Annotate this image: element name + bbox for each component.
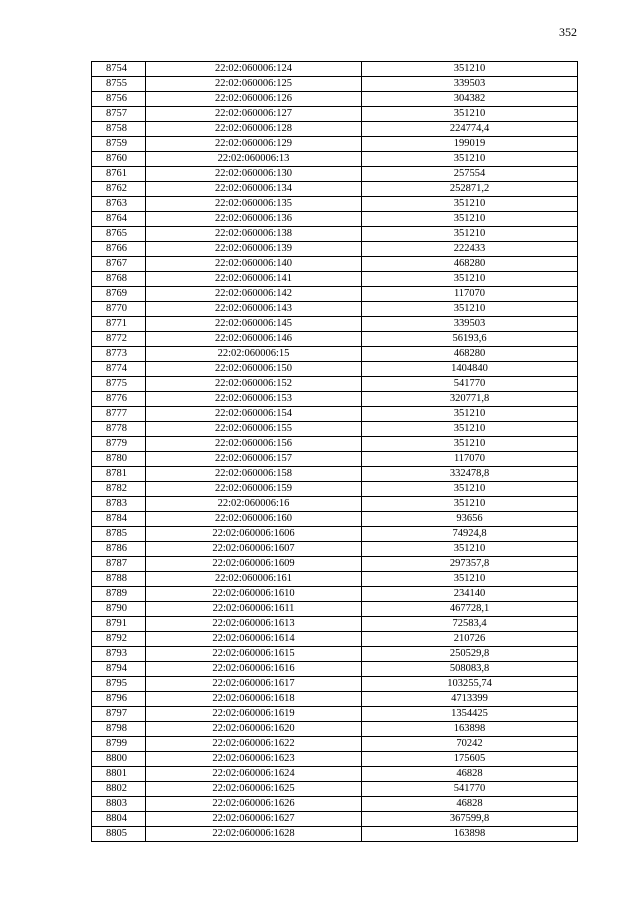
cadastral-number-cell: 22:02:060006:1614 — [146, 632, 362, 647]
cadastral-number-cell: 22:02:060006:140 — [146, 257, 362, 272]
row-number-cell: 8802 — [92, 782, 146, 797]
value-cell: 4713399 — [362, 692, 578, 707]
row-number-cell: 8805 — [92, 827, 146, 842]
cadastral-number-cell: 22:02:060006:1606 — [146, 527, 362, 542]
cadastral-number-cell: 22:02:060006:127 — [146, 107, 362, 122]
table-row — [92, 512, 578, 527]
value-cell: 351210 — [362, 572, 578, 587]
row-number-cell: 8799 — [92, 737, 146, 752]
value-cell: 257554 — [362, 167, 578, 182]
cadastral-number-cell: 22:02:060006:135 — [146, 197, 362, 212]
row-number-cell: 8792 — [92, 632, 146, 647]
cadastral-number-cell: 22:02:060006:1617 — [146, 677, 362, 692]
table-row — [92, 227, 578, 242]
cadastral-number-cell: 22:02:060006:1613 — [146, 617, 362, 632]
row-number-cell: 8768 — [92, 272, 146, 287]
row-number-cell: 8775 — [92, 377, 146, 392]
row-number-cell: 8782 — [92, 482, 146, 497]
value-cell: 339503 — [362, 77, 578, 92]
table-row — [92, 62, 578, 77]
table-row — [92, 572, 578, 587]
value-cell: 339503 — [362, 317, 578, 332]
row-number-cell: 8765 — [92, 227, 146, 242]
cadastral-number-cell: 22:02:060006:1615 — [146, 647, 362, 662]
cadastral-number-cell: 22:02:060006:15 — [146, 347, 362, 362]
row-number-cell: 8781 — [92, 467, 146, 482]
value-cell: 541770 — [362, 782, 578, 797]
value-cell: 351210 — [362, 212, 578, 227]
cadastral-number-cell: 22:02:060006:156 — [146, 437, 362, 452]
table-row — [92, 182, 578, 197]
row-number-cell: 8772 — [92, 332, 146, 347]
cadastral-number-cell: 22:02:060006:139 — [146, 242, 362, 257]
cadastral-number-cell: 22:02:060006:143 — [146, 302, 362, 317]
cadastral-number-cell: 22:02:060006:142 — [146, 287, 362, 302]
table-row — [92, 437, 578, 452]
value-cell: 222433 — [362, 242, 578, 257]
value-cell: 351210 — [362, 227, 578, 242]
table-row — [92, 692, 578, 707]
value-cell: 234140 — [362, 587, 578, 602]
row-number-cell: 8780 — [92, 452, 146, 467]
row-number-cell: 8763 — [92, 197, 146, 212]
cadastral-number-cell: 22:02:060006:1609 — [146, 557, 362, 572]
table-row — [92, 77, 578, 92]
row-number-cell: 8771 — [92, 317, 146, 332]
value-cell: 117070 — [362, 452, 578, 467]
row-number-cell: 8786 — [92, 542, 146, 557]
value-cell: 1354425 — [362, 707, 578, 722]
table-row — [92, 137, 578, 152]
cadastral-number-cell: 22:02:060006:1616 — [146, 662, 362, 677]
table-row — [92, 707, 578, 722]
value-cell: 46828 — [362, 767, 578, 782]
table-row — [92, 782, 578, 797]
table-row — [92, 752, 578, 767]
row-number-cell: 8759 — [92, 137, 146, 152]
row-number-cell: 8776 — [92, 392, 146, 407]
table-row — [92, 767, 578, 782]
cadastral-number-cell: 22:02:060006:125 — [146, 77, 362, 92]
value-cell: 1404840 — [362, 362, 578, 377]
value-cell: 224774,4 — [362, 122, 578, 137]
table-row — [92, 197, 578, 212]
row-number-cell: 8796 — [92, 692, 146, 707]
value-cell: 163898 — [362, 722, 578, 737]
table-row — [92, 257, 578, 272]
value-cell: 468280 — [362, 257, 578, 272]
value-cell: 297357,8 — [362, 557, 578, 572]
value-cell: 351210 — [362, 272, 578, 287]
row-number-cell: 8758 — [92, 122, 146, 137]
cadastral-number-cell: 22:02:060006:1607 — [146, 542, 362, 557]
table-row — [92, 107, 578, 122]
cadastral-number-cell: 22:02:060006:1624 — [146, 767, 362, 782]
value-cell: 304382 — [362, 92, 578, 107]
table-row — [92, 167, 578, 182]
row-number-cell: 8783 — [92, 497, 146, 512]
row-number-cell: 8797 — [92, 707, 146, 722]
cadastral-number-cell: 22:02:060006:1627 — [146, 812, 362, 827]
table-row — [92, 377, 578, 392]
table-row — [92, 647, 578, 662]
row-number-cell: 8801 — [92, 767, 146, 782]
cadastral-number-cell: 22:02:060006:153 — [146, 392, 362, 407]
row-number-cell: 8755 — [92, 77, 146, 92]
cadastral-number-cell: 22:02:060006:126 — [146, 92, 362, 107]
row-number-cell: 8764 — [92, 212, 146, 227]
row-number-cell: 8757 — [92, 107, 146, 122]
row-number-cell: 8774 — [92, 362, 146, 377]
registry-table — [91, 61, 578, 842]
value-cell: 210726 — [362, 632, 578, 647]
value-cell: 70242 — [362, 737, 578, 752]
cadastral-number-cell: 22:02:060006:1610 — [146, 587, 362, 602]
page-number: 352 — [559, 25, 577, 39]
value-cell: 467728,1 — [362, 602, 578, 617]
value-cell: 351210 — [362, 437, 578, 452]
value-cell: 175605 — [362, 752, 578, 767]
table-row — [92, 482, 578, 497]
cadastral-number-cell: 22:02:060006:145 — [146, 317, 362, 332]
row-number-cell: 8770 — [92, 302, 146, 317]
value-cell: 250529,8 — [362, 647, 578, 662]
row-number-cell: 8789 — [92, 587, 146, 602]
row-number-cell: 8769 — [92, 287, 146, 302]
row-number-cell: 8803 — [92, 797, 146, 812]
cadastral-number-cell: 22:02:060006:158 — [146, 467, 362, 482]
value-cell: 103255,74 — [362, 677, 578, 692]
value-cell: 74924,8 — [362, 527, 578, 542]
table-row — [92, 662, 578, 677]
row-number-cell: 8785 — [92, 527, 146, 542]
row-number-cell: 8790 — [92, 602, 146, 617]
value-cell: 93656 — [362, 512, 578, 527]
table-row — [92, 602, 578, 617]
table-row — [92, 587, 578, 602]
table-row — [92, 317, 578, 332]
table-row — [92, 542, 578, 557]
cadastral-number-cell: 22:02:060006:146 — [146, 332, 362, 347]
table-row — [92, 347, 578, 362]
row-number-cell: 8778 — [92, 422, 146, 437]
table-row — [92, 242, 578, 257]
table-row — [92, 557, 578, 572]
value-cell: 56193,6 — [362, 332, 578, 347]
table-row — [92, 122, 578, 137]
cadastral-number-cell: 22:02:060006:13 — [146, 152, 362, 167]
table-row — [92, 797, 578, 812]
table-row — [92, 812, 578, 827]
value-cell: 46828 — [362, 797, 578, 812]
value-cell: 320771,8 — [362, 392, 578, 407]
row-number-cell: 8760 — [92, 152, 146, 167]
row-number-cell: 8788 — [92, 572, 146, 587]
value-cell: 541770 — [362, 377, 578, 392]
cadastral-number-cell: 22:02:060006:141 — [146, 272, 362, 287]
cadastral-number-cell: 22:02:060006:1626 — [146, 797, 362, 812]
value-cell: 351210 — [362, 197, 578, 212]
table-row — [92, 617, 578, 632]
cadastral-number-cell: 22:02:060006:130 — [146, 167, 362, 182]
table-row — [92, 467, 578, 482]
row-number-cell: 8773 — [92, 347, 146, 362]
table-row — [92, 632, 578, 647]
table-row — [92, 152, 578, 167]
cadastral-number-cell: 22:02:060006:136 — [146, 212, 362, 227]
row-number-cell: 8804 — [92, 812, 146, 827]
table-row — [92, 677, 578, 692]
cadastral-number-cell: 22:02:060006:1619 — [146, 707, 362, 722]
cadastral-number-cell: 22:02:060006:138 — [146, 227, 362, 242]
cadastral-number-cell: 22:02:060006:159 — [146, 482, 362, 497]
cadastral-number-cell: 22:02:060006:161 — [146, 572, 362, 587]
cadastral-number-cell: 22:02:060006:150 — [146, 362, 362, 377]
row-number-cell: 8762 — [92, 182, 146, 197]
cadastral-number-cell: 22:02:060006:1611 — [146, 602, 362, 617]
cadastral-number-cell: 22:02:060006:154 — [146, 407, 362, 422]
cadastral-number-cell: 22:02:060006:1620 — [146, 722, 362, 737]
value-cell: 117070 — [362, 287, 578, 302]
row-number-cell: 8798 — [92, 722, 146, 737]
table-row — [92, 737, 578, 752]
row-number-cell: 8766 — [92, 242, 146, 257]
value-cell: 351210 — [362, 542, 578, 557]
cadastral-number-cell: 22:02:060006:152 — [146, 377, 362, 392]
table-row — [92, 407, 578, 422]
value-cell: 252871,2 — [362, 182, 578, 197]
value-cell: 351210 — [362, 62, 578, 77]
table-row — [92, 527, 578, 542]
table-row — [92, 287, 578, 302]
value-cell: 351210 — [362, 422, 578, 437]
value-cell: 351210 — [362, 302, 578, 317]
cadastral-number-cell: 22:02:060006:134 — [146, 182, 362, 197]
row-number-cell: 8787 — [92, 557, 146, 572]
cadastral-number-cell: 22:02:060006:1622 — [146, 737, 362, 752]
row-number-cell: 8756 — [92, 92, 146, 107]
value-cell: 351210 — [362, 407, 578, 422]
row-number-cell: 8761 — [92, 167, 146, 182]
row-number-cell: 8784 — [92, 512, 146, 527]
registry-table-container — [91, 61, 578, 842]
cadastral-number-cell: 22:02:060006:160 — [146, 512, 362, 527]
cadastral-number-cell: 22:02:060006:1628 — [146, 827, 362, 842]
row-number-cell: 8794 — [92, 662, 146, 677]
table-row — [92, 392, 578, 407]
table-row — [92, 92, 578, 107]
row-number-cell: 8754 — [92, 62, 146, 77]
value-cell: 332478,8 — [362, 467, 578, 482]
row-number-cell: 8791 — [92, 617, 146, 632]
table-row — [92, 332, 578, 347]
value-cell: 199019 — [362, 137, 578, 152]
cadastral-number-cell: 22:02:060006:1625 — [146, 782, 362, 797]
table-row — [92, 497, 578, 512]
row-number-cell: 8795 — [92, 677, 146, 692]
cadastral-number-cell: 22:02:060006:124 — [146, 62, 362, 77]
cadastral-number-cell: 22:02:060006:16 — [146, 497, 362, 512]
value-cell: 163898 — [362, 827, 578, 842]
value-cell: 351210 — [362, 482, 578, 497]
cadastral-number-cell: 22:02:060006:128 — [146, 122, 362, 137]
value-cell: 468280 — [362, 347, 578, 362]
value-cell: 351210 — [362, 497, 578, 512]
cadastral-number-cell: 22:02:060006:1618 — [146, 692, 362, 707]
cadastral-number-cell: 22:02:060006:1623 — [146, 752, 362, 767]
row-number-cell: 8800 — [92, 752, 146, 767]
value-cell: 351210 — [362, 107, 578, 122]
value-cell: 351210 — [362, 152, 578, 167]
value-cell: 367599,8 — [362, 812, 578, 827]
table-row — [92, 422, 578, 437]
table-body — [92, 62, 578, 842]
value-cell: 72583,4 — [362, 617, 578, 632]
row-number-cell: 8777 — [92, 407, 146, 422]
cadastral-number-cell: 22:02:060006:129 — [146, 137, 362, 152]
table-row — [92, 302, 578, 317]
table-row — [92, 212, 578, 227]
cadastral-number-cell: 22:02:060006:157 — [146, 452, 362, 467]
table-row — [92, 362, 578, 377]
cadastral-number-cell: 22:02:060006:155 — [146, 422, 362, 437]
row-number-cell: 8793 — [92, 647, 146, 662]
table-row — [92, 452, 578, 467]
row-number-cell: 8767 — [92, 257, 146, 272]
row-number-cell: 8779 — [92, 437, 146, 452]
value-cell: 508083,8 — [362, 662, 578, 677]
table-row — [92, 272, 578, 287]
table-row — [92, 827, 578, 842]
table-row — [92, 722, 578, 737]
